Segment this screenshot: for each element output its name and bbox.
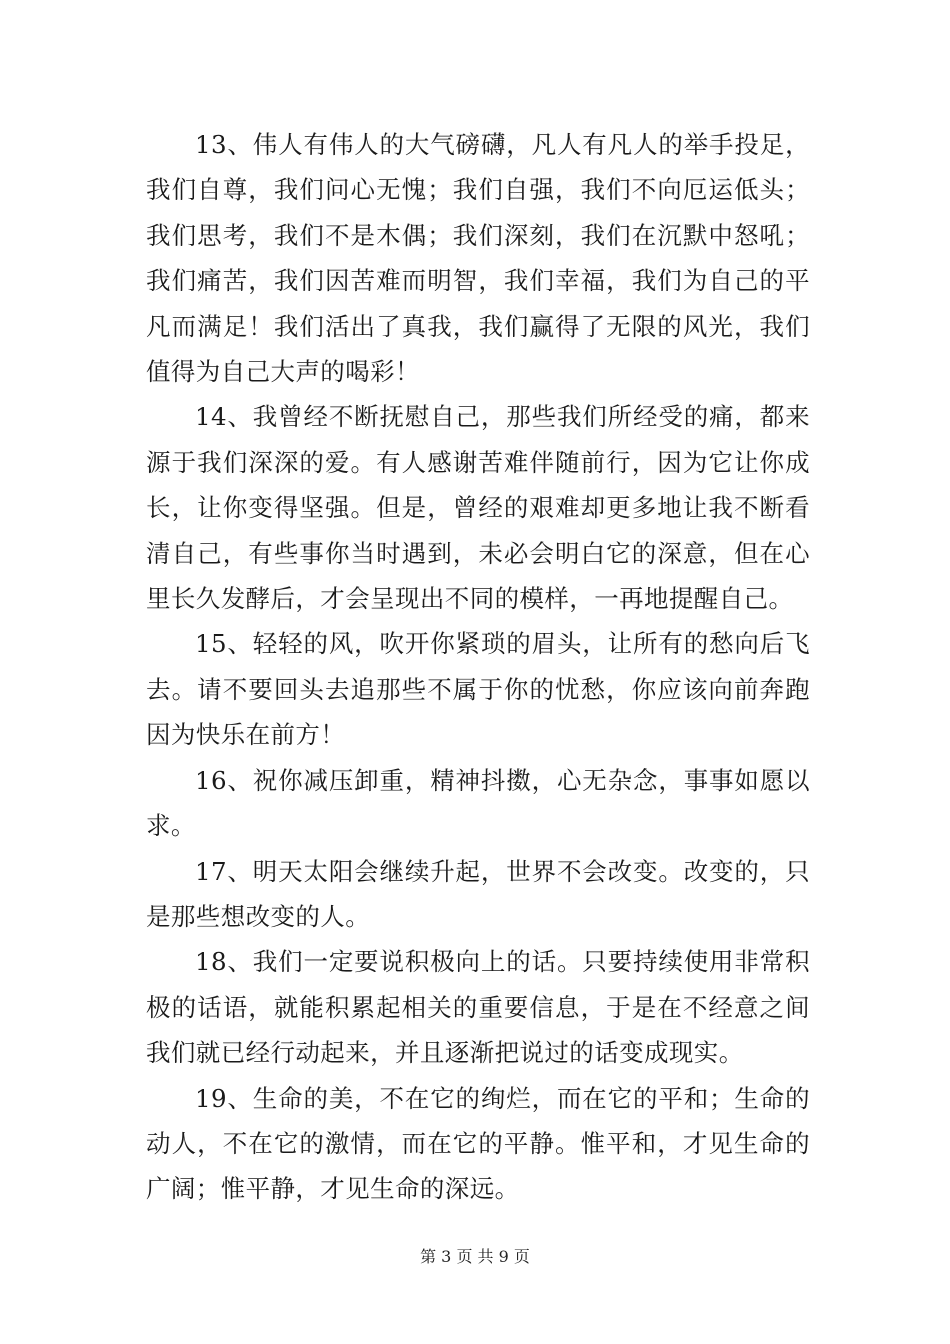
document-body bbox=[146, 122, 810, 1212]
paragraph-17: 17、明天太阳会继续升起，世界不会改变。改变的，只是那些想改变的人。 bbox=[146, 856, 810, 931]
paragraph-18: 18、我们一定要说积极向上的话。只要持续使用非常积极的话语，就能积累起相关的重要信息，于是在不经意之间我们就已经行动起来，并且逐渐把说过的话变成现实。 bbox=[146, 947, 810, 1068]
paragraph-13: 13、伟人有伟人的大气磅礴，凡人有凡人的举手投足，我们自尊，我们问心无愧；我们自强，我们不向厄运低头；我们思考，我们不是木偶；我们深刻，我们在沉默中怒吼；我们痛苦，我们因苦难而明智，我们幸福，我们为自己的平凡而满足！我们活出了真我，我们赢得了无限的风光，我们值得为自己大声的喝彩！ bbox=[146, 130, 810, 387]
paragraph-19: 19、生命的美，不在它的绚烂，而在它的平和；生命的动人，不在它的激情，而在它的平静。惟平和，才见生命的广阔；惟平静，才见生命的深远。 bbox=[146, 1083, 810, 1204]
paragraph-15: 15、轻轻的风，吹开你紧琐的眉头，让所有的愁向后飞去。请不要回头去追那些不属于你的忧愁，你应该向前奔跑因为快乐在前方！ bbox=[146, 629, 810, 750]
paragraph-16: 16、祝你减压卸重，精神抖擞，心无杂念，事事如愿以求。 bbox=[146, 765, 810, 841]
paragraph-14: 14、我曾经不断抚慰自己，那些我们所经受的痛，都来源于我们深深的爱。有人感谢苦难伴随前行，因为它让你成长，让你变得坚强。但是，曾经的艰难却更多地让我不断看清自己，有些事你当时遇到，未必会明白它的深意，但在心里长久发酵后，才会呈现出不同的模样，一再地提醒自己。 bbox=[146, 402, 810, 614]
page-number-footer: 第 3 页 共 9 页 bbox=[420, 1247, 530, 1266]
